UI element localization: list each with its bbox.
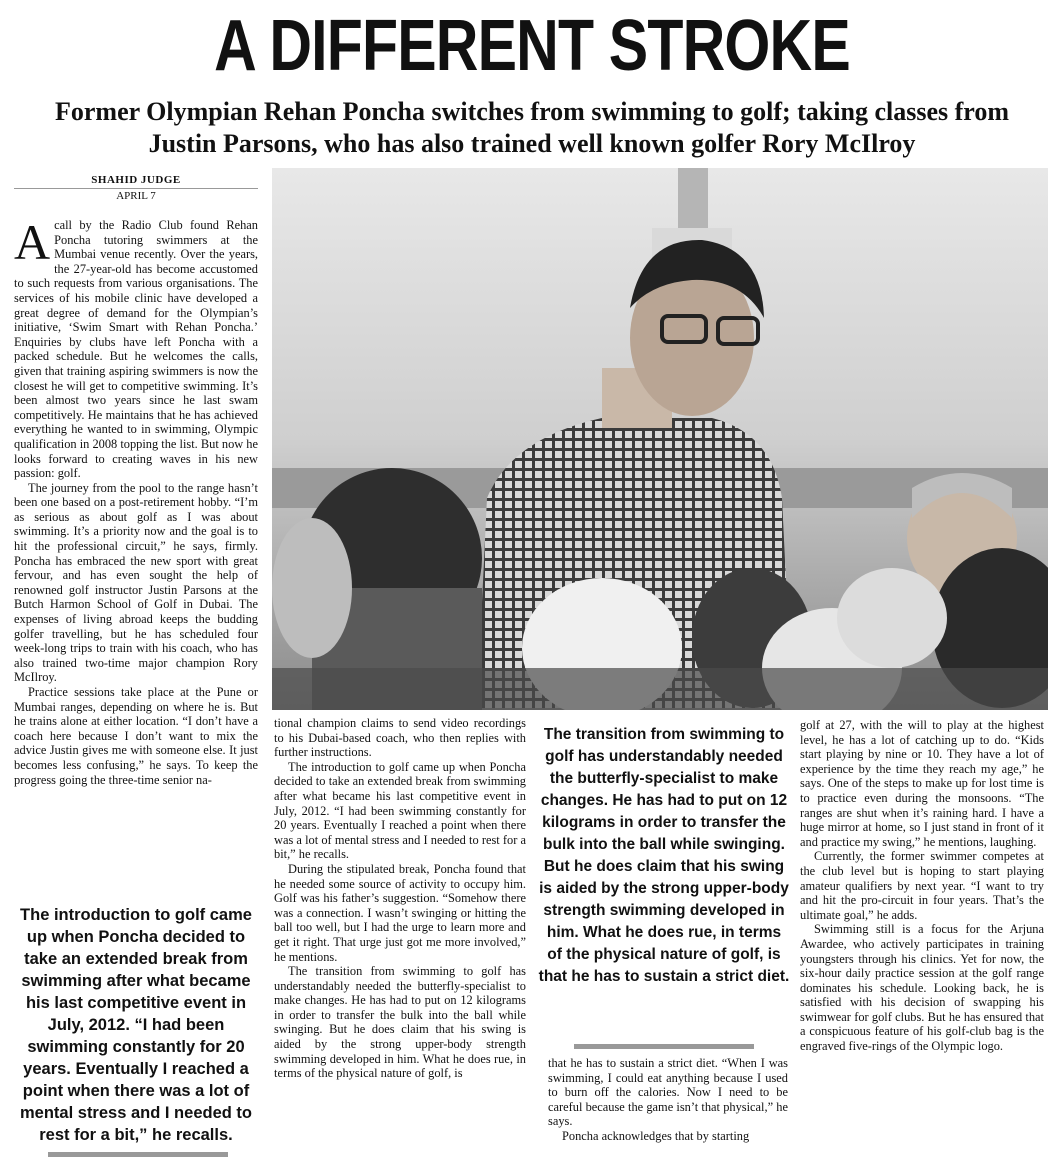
paragraph: Poncha acknowledges that by starting xyxy=(562,1128,750,1143)
dateline: APRIL 7 xyxy=(116,190,156,202)
photo-of-coach-with-young-swimmers xyxy=(272,168,1048,710)
paragraph: During the stipulated break, Poncha found that he needed some source of activity to occupy him. Golf was his father’s suggestion. “Somehow there was a connection. I wasn’t swinging or hitting the ball too well, but I had the urge to learn more and get it right. That urge just got me more involved,” he mentions. xyxy=(274,861,526,964)
paragraph: golf at 27, with the will to play at the highest level, he has a lot of catching up to do. “Kids start playing by nine or 10. They have a lot of experience by the time they reach my age,” he says. One of the steps to make up for lost time is to practice even during the monsoons. “The ranges are shut when it’s raining hard. I have a huge mirror at home, so I just stand in front of it and practice my swing,” he mentions, laughing. xyxy=(800,718,1044,849)
column-1 xyxy=(14,214,259,787)
photo-illustration xyxy=(272,168,1048,710)
column-4 xyxy=(800,718,1044,1054)
headline: A DIFFERENT STROKE xyxy=(214,6,850,86)
pull-quote-1: The introduction to golf came up when Poncha decided to take an extended break from swimming after what became his last competitive event in July, 2012. “I had been swimming constantly for 20 years. Eventually I reached a point when there was a lot of mental stress and I needed to rest for a bit,” he recalls. xyxy=(20,906,252,1144)
paragraph: Currently, the former swimmer competes at the club level but is hoping to start playing amateur qualifiers by next year. “I want to try and hit the pro-circuit in four years. That’s the ultimate goal,” he adds. xyxy=(800,849,1044,922)
column-2 xyxy=(274,716,526,1081)
deck-subheadline: Former Olympian Rehan Poncha switches from swimming to golf; taking classes from Justin Parsons, who has also trained well known golfer Rory McIlroy xyxy=(54,97,1009,158)
paragraph: that he has to sustain a strict diet. “When I was swimming, I could eat anything because I used to burn off the calories. Now I need to be careful because the game isn’t that physical,” he says. xyxy=(548,1056,788,1129)
paragraph: tional champion claims to send video recordings to his Dubai-based coach, who then replies with further instructions. xyxy=(274,716,526,760)
paragraph xyxy=(14,214,259,481)
paragraph: Swimming still is a focus for the Arjuna Awardee, who actively participates in training youngsters through his clinics. Yet for now, the six-hour daily practice session at the golf range dominates his schedule. Looking back, he is satisfied with his decision of swapping his swimwear for golf clubs. But he has ensured that a conspicuous feature of his golf-club bag is the engraved five-rings of the Olympic logo. xyxy=(800,922,1044,1054)
paragraph: The introduction to golf came up when Poncha decided to take an extended break from swimming after what became his last competitive event in July, 2012. “I had been swimming constantly for 20 years. Eventually I reached a point when there was a lot of mental stress and I needed to rest for a bit,” he recalls. xyxy=(274,759,526,862)
pull-quote-2: The transition from swimming to golf has understandably needed the butterfly-specialist to make changes. He has had to put on 12 kilograms in order to transfer the bulk into the ball while swinging. But he does claim that his swing is aided by the strong upper-body strength swimming developed in him. What he does rue, in terms of the physical nature of golf, is that he has to sustain a strict diet. xyxy=(538,726,790,985)
paragraph: Practice sessions take place at the Pune or Mumbai ranges, depending on where he is. But he trains alone at either location. “I don’t have a coach here because I don’t want to mix the advice Justin gives me with someone else. It just becomes less confusing,” he says. To keep the progress going the three-time senior na- xyxy=(14,685,258,787)
column-3 xyxy=(548,1056,788,1144)
byline: SHAHID JUDGE xyxy=(14,174,258,189)
pull-quote-rule xyxy=(574,1044,754,1049)
pull-quote-rule xyxy=(48,1152,228,1157)
paragraph: The transition from swimming to golf has understandably needed the butterfly-specialist to make changes. He has had to put on 12 kilograms in order to transfer the bulk into the ball while swinging. But he does claim that his swing is aided by the strong upper-body strength swimming developed in him. What he does rue, in terms of the physical nature of golf, is xyxy=(274,964,526,1081)
paragraph-text: call by the Radio Club found Rehan Poncha tutoring swimmers at the Mumbai venue recently. Over the years, the 27-year-old has become accustomed to such requests from various organisations. The services of his mobile clinic have developed a great degree of demand for the Olympian’s initiative, ‘Swim Smart with Rehan Poncha.’ Enquiries by clubs have left Poncha with a packed schedule. But he welcomes the calls, given that training aspiring swimmers is now the closest he will get to competitive swimming. It’s been almost two years since he last swam competitively. He maintains that he has achieved everything he wanted to in swimming, Olympic qualification in 2008 topping the list. But now he looks forward to creating waves in his new passion: golf. xyxy=(14,218,259,481)
paragraph: The journey from the pool to the range hasn’t been one based on a post-retirement hobby. “I’m as serious as about golf as I was about swimming. It’s a priority now and the goal is to hit the professional circuit,” he says, firmly. Poncha has embraced the new sport with great fervour, and has even sought the help of renowned golf instructor Justin Parsons at the Butch Harmon School of Golf in Dubai. The expenses of living abroad keeps the budding golfer travelling, but he has scheduled four week-long trips to train with his coach, who has also trained two-time major champion Rory McIlroy. xyxy=(14,480,258,685)
drop-cap: A xyxy=(14,214,51,270)
